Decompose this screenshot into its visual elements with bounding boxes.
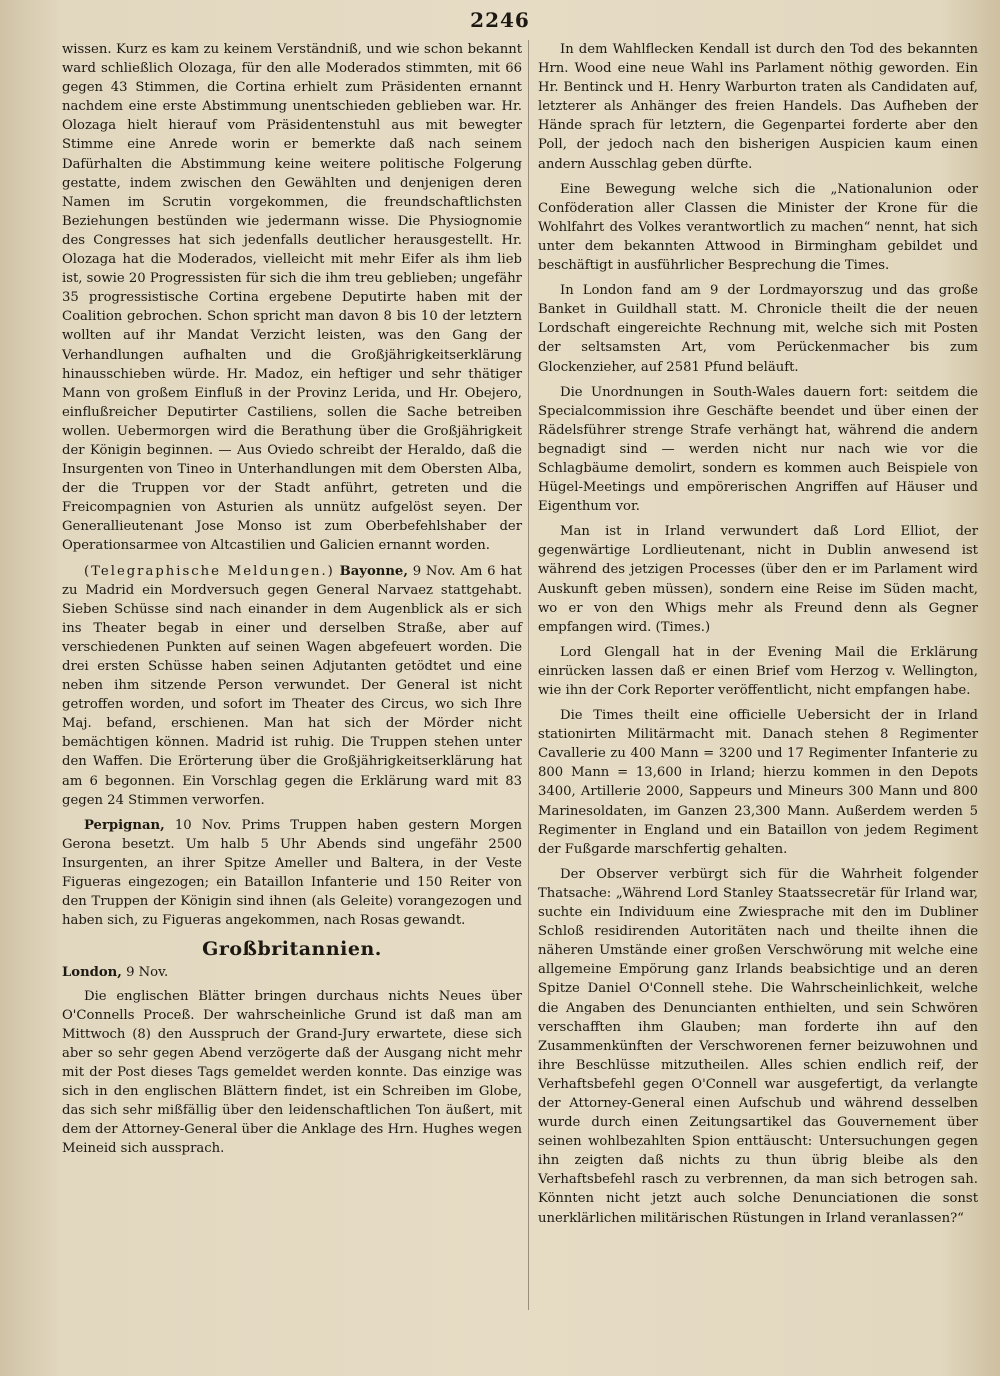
bayonne-report-paragraph [62, 562, 522, 810]
lord-glengall-paragraph: Lord Glengall hat in der Evening Mail die Erklärung einrücken lassen daß er einen Brief vom Herzog v. Wellington, wie ihn der Cork Reporter veröffentlicht, nicht empfangen habe. [538, 644, 978, 698]
perpignan-dateline-place: Perpignan, [84, 817, 165, 833]
right-column [538, 40, 978, 1234]
military-overview-paragraph: Die Times theilt eine officielle Uebersicht der in Irland stationirten Militärmacht mit. Danach stehen 8 Regimenter Cavallerie zu 400 Mann = 3200 und 17 Regimenter Infanterie zu 800 Mann = 13,600 in Irland; hierzu kommen in den Depots 3400, Artillerie 2000, Sappeurs und Mineurs 300 Mann und 800 Marinesoldaten, im Ganzen 23,300 Mann. Außerdem werden 5 Regimenter in England und ein Bataillon von jedem Regiment der Fußgarde marschfertig gehalten. [538, 708, 978, 857]
london-dateline-date: 9 Nov. [126, 965, 169, 981]
kendall-election-paragraph: In dem Wahlflecken Kendall ist durch den Tod des bekannten Hrn. Wood eine neue Wahl ins Parlament nöthig geworden. Ein Hr. Bentinck und H. Henry Warburton traten als Candidaten auf, letzterer als Anhänger des freien Handels. Das Aufheben der Hände sprach für letztern, die Gegenpartei forderte aber den Poll, der jedoch nach den bisherigen Auspicien kaum einen andern Ausschlag geben dürfte. [538, 42, 978, 172]
lord-elliot-paragraph: Man ist in Irland verwundert daß Lord Elliot, der gegenwärtige Lordlieutenant, nicht in Dublin anwesend ist während des jetzigen Processes (über den er im Parlament wird Auskunft geben müssen), sondern eine Reise im Süden macht, wo er von den Whigs mehr als Freund denn als Gegner empfangen wird. (Times.) [538, 524, 978, 635]
telegraph-label: (Telegraphische Meldungen.) [84, 563, 335, 579]
perpignan-dateline-date: 10 Nov. [174, 817, 232, 833]
left-column [62, 40, 522, 1164]
bayonne-dateline-place: Bayonne, [339, 563, 408, 579]
lordmayor-paragraph: In London fand am 9 der Lordmayorszug und das große Banket in Guildhall statt. M. Chronicle theilt die der neuen Lordschaft eingereichte Rechnung mit, welche sich mit Posten der seltsamsten Art, vom Perückenmacher bis zum Glockenzieher, auf 2581 Pfund beläuft. [538, 283, 978, 375]
spain-report-paragraph: wissen. Kurz es kam zu keinem Verständniß, und wie schon bekannt ward schließlich Olozaga, für den alle Moderados stimmten, mit 66 gegen 43 Stimmen, die Cortina erhielt zum Präsidenten ernannt nachdem eine erste Abstimmung unentschieden geblieben war. Hr. Olozaga hielt hierauf vom Präsidentenstuhl aus mit bewegter Stimme eine Anrede worin er bemerkte daß nach seinem Dafürhalten die Abstimmung keine weitere politische Folgerung gestatte, indem zwischen den Gewählten und denjenigen deren Namen im Scrutin vorgekommen, die freundschaftlichsten Beziehungen bestünden wie jedermann wisse. Die Physiognomie des Congresses hat sich jedenfalls deutlicher herausgestellt. Hr. Olozaga hat die Moderados, vielleicht mit mehr Eifer als ihm lieb ist, sowie 20 Progressisten für sich die ihm treu geblieben; ungefähr 35 progressistische Cortina ergebene Deputirte haben mit der Coalition gebrochen. Schon spricht man davon 8 bis 10 der letztern wollten auf ihr Mandat Verzicht leisten, was den Gang der Verhandlungen aufhalten und die Großjährigkeitserklärung hinausschieben würde. Hr. Madoz, ein heftiger und sehr thätiger Mann von großem Einfluß in der Provinz Lerida, und Hr. Obejero, einflußreicher Deputirter Castiliens, sollen die Sache betreiben wollen. Uebermorgen wird die Berathung über die Großjährigkeit der Königin beginnen. — Aus Oviedo schreibt der Heraldo, daß die Insurgenten von Tineo in Unterhandlungen mit dem Obersten Alba, der die Truppen vor der Stadt anführt, getreten und die Freicompagnien von Asturien als unnütz aufgelöst seyen. Der Generallieutenant Jose Monso ist zum Oberbefehlshaber der Operationsarmee von Altcastilien und Galicien ernannt worden. [62, 42, 522, 554]
perpignan-report-text: Prims Truppen haben gestern Morgen Gerona besetzt. Um halb 5 Uhr Abends sind ungefähr 2500 Insurgenten, an ihrer Spitze Ameller und Baltera, in der Veste Figueras eingezogen; ein Bataillon Infanterie und 150 Reiter von den Truppen der Königin sind ihnen (als Geleite) vorangezogen und haben sich, zu Figueras angekommen, nach Rosas gewandt. [62, 817, 522, 929]
bayonne-report-text: Am 6 hat zu Madrid ein Mordversuch gegen General Narvaez stattgehabt. Sieben Schüsse sind nach einander in dem Augenblick als er sich ins Theater begab in einer und derselben Straße, aber auf verschiedenen Punkten auf seinen Wagen abgefeuert worden. Die drei ersten Schüsse haben seinen Adjutanten getödtet und eine neben ihm sitzende Person verwundet. Der General ist nicht getroffen worden, und sofort im Theater des Circus, wo sich Ihre Maj. befand, erschienen. Man hat sich der Mörder nicht bemächtigen können. Madrid ist ruhig. Die Truppen stehen unter den Waffen. Die Erörterung über die Großjährigkeitserklärung hat am 6 begonnen. Ein Vorschlag gegen die Erklärung ward mit 83 gegen 24 Stimmen verworfen. [62, 563, 522, 808]
section-heading: Großbritannien. [202, 938, 382, 961]
london-dateline-place: London, [62, 965, 122, 981]
nationalunion-paragraph: Eine Bewegung welche sich die „Nationalunion oder Conföderation aller Classen die Minister der Krone für die Wohlfahrt des Volkes verantwortlich zu machen“ nennt, hat sich unter dem bekannten Attwood in Birmingham gebildet und beschäftigt in ausführlicher Besprechung die Times. [538, 181, 978, 274]
page-number: 2246 [470, 8, 530, 32]
perpignan-report-paragraph [62, 816, 522, 931]
london-dateline [62, 963, 522, 982]
oconnell-report-paragraph: Die englischen Blätter bringen durchaus nichts Neues über O'Connells Proceß. Der wahrscheinliche Grund ist daß man am Mittwoch (8) den Ausspruch der Grand-Jury erwartete, diese sich aber so sehr gegen Abend verzögerte daß der Ausgang nicht mehr mit der Post dieses Tags gemeldet werden konnte. Das einzige was sich in den englischen Blättern findet, ist ein Schreiben im Globe, das sich sehr mißfällig über den leidenschaftlichen Ton äußert, mit dem der Attorney-General über die Anklage des Hrn. Hughes wegen Meineid sich aussprach. [62, 988, 522, 1157]
bayonne-dateline-date: 9 Nov. [412, 563, 456, 579]
observer-paragraph: Der Observer verbürgt sich für die Wahrheit folgender Thatsache: „Während Lord Stanley Staatssecretär für Irland war, suchte ein Individuum eine Zwiesprache mit den im Dubliner Schloß residirenden Autoritäten nach und theilte ihnen die näheren Umstände einer großen Verschwörung mit welche eine allgemeine Empörung ganz Irlands beabsichtige und an deren Spitze Daniel O'Connell stehe. Die Wahrscheinlichkeit, welche die Angaben des Denuncianten enthielten, und sein Schwören verschafften ihm Glauben; man forderte ihn auf den Zusammenkünften der Verschworenen ferner beizuwohnen und ihre Beschlüsse mitzutheilen. Alles schien endlich reif, der Verhaftsbefehl gegen O'Connell war ausgefertigt, da verlangte der Attorney-General einen Aufschub und während desselben wurde durch einen Zeitungsartikel das Gouvernement über seinen wohlbezahlten Spion enttäuscht: Untersuchungen gegen ihn zeigten daß nichts zu thun übrig bleibe als den Verhaftsbefehl rasch zu verbrennen, da man sich betrogen sah. Könnten nicht jetzt auch solche Denunciationen die sonst unerklärlichen militärischen Rüstungen in Irland veranlassen?“ [538, 866, 978, 1226]
column-divider [528, 40, 529, 1310]
south-wales-paragraph: Die Unordnungen in South-Wales dauern fort: seitdem die Specialcommission ihre Geschäfte beendet und über einen der Rädelsführer strenge Strafe verhängt hat, während die andern begnadigt sind — werden nicht nur nach wie vor die Schlagbäume demolirt, sondern es kommen auch Beispiele von Hügel-Meetings und empörerischen Angriffen auf Häuser und Eigenthum vor. [538, 384, 978, 515]
